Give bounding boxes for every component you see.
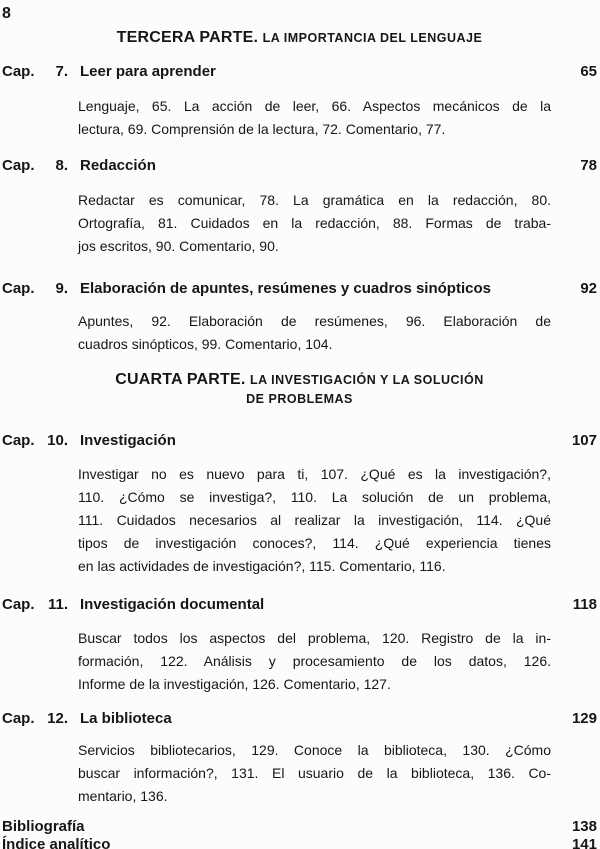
summary-line: Redactar es comunicar, 78. La gramática en la redacción, 80. — [78, 192, 551, 208]
chapter-page-number: 129 — [571, 710, 597, 727]
summary-line: Apuntes, 92. Elaboración de resúmenes, 96. Elaboración de — [78, 313, 551, 329]
summary-line: lectura, 69. Comprensión de la lectura, 72. Comentario, 77. — [78, 121, 446, 137]
summary-line: mentario, 136. — [78, 788, 168, 804]
part-title: TERCERA PARTE. — [116, 29, 259, 46]
chapter-summary-10 — [78, 463, 551, 578]
chapter-row-10 — [2, 432, 597, 449]
chapter-page-number: 92 — [580, 280, 597, 297]
backmatter-page-number: 138 — [571, 818, 597, 835]
part-subtitle: LA IMPORTANCIA DEL LENGUAJE — [262, 31, 483, 45]
chapter-number: 11. — [47, 596, 68, 613]
chapter-row-9 — [2, 280, 597, 297]
chapter-row-12 — [2, 710, 597, 727]
part-header-line — [2, 28, 597, 48]
backmatter-title: Bibliografía — [2, 818, 85, 835]
summary-line: formación, 122. Análisis y procesamiento de los datos, 126. — [78, 653, 551, 669]
chapter-summary-7 — [78, 95, 551, 141]
chapter-title: Redacción — [80, 157, 156, 174]
chapter-summary-9 — [78, 310, 551, 356]
backmatter-row-bibliografia — [2, 818, 597, 836]
summary-line: cuadros sinópticos, 99. Comentario, 104. — [78, 336, 333, 352]
chapter-page-number: 65 — [580, 63, 597, 80]
summary-line: Lenguaje, 65. La acción de leer, 66. Aspectos mecánicos de la — [78, 98, 551, 114]
summary-line: Ortografía, 81. Cuidados en la redacción, 88. Formas de traba- — [78, 215, 551, 231]
chapter-label: Cap. — [2, 157, 35, 174]
chapter-label: Cap. — [2, 710, 35, 727]
chapter-page-number: 78 — [580, 157, 597, 174]
chapter-label: Cap. — [2, 596, 35, 613]
chapter-title: Leer para aprender — [80, 63, 216, 80]
summary-line: buscar información?, 131. El usuario de la biblioteca, 136. Co- — [78, 765, 551, 781]
chapter-row-11 — [2, 596, 597, 613]
chapter-row-8 — [2, 157, 597, 174]
summary-line: Servicios bibliotecarios, 129. Conoce la biblioteca, 130. ¿Cómo — [78, 742, 551, 758]
chapter-number: 9. — [55, 280, 68, 297]
part-header-line — [2, 370, 597, 390]
part-subtitle: LA INVESTIGACIÓN Y LA SOLUCIÓN — [249, 373, 484, 387]
summary-line: Buscar todos los aspectos del problema, 120. Registro de la in- — [78, 630, 551, 646]
chapter-summary-8 — [78, 189, 551, 258]
part-header-tercera — [2, 28, 597, 48]
chapter-row-7 — [2, 63, 597, 80]
chapter-page-number: 118 — [572, 596, 597, 613]
summary-line: 110. ¿Cómo se investiga?, 110. La solución de un problema, — [78, 489, 551, 505]
part-header-cuarta — [2, 370, 597, 408]
summary-line: tipos de investigación conoces?, 114. ¿Qué experiencia tienes — [78, 535, 551, 551]
backmatter — [2, 818, 597, 849]
chapter-title: La biblioteca — [80, 710, 172, 727]
chapter-summary-12 — [78, 739, 551, 808]
chapter-number: 10. — [47, 432, 68, 449]
summary-line: Investigar no es nuevo para ti, 107. ¿Qué es la investigación?, — [78, 466, 551, 482]
summary-line: 111. Cuidados necesarios al realizar la investigación, 114. ¿Qué — [78, 512, 551, 528]
summary-line: Informe de la investigación, 126. Comentario, 127. — [78, 676, 391, 692]
chapter-title: Investigación documental — [80, 596, 265, 613]
page-number: 8 — [2, 5, 11, 22]
chapter-number: 12. — [47, 710, 68, 727]
part-title: CUARTA PARTE. — [115, 371, 246, 388]
chapter-summary-11 — [78, 627, 551, 696]
backmatter-row-indice — [2, 836, 597, 849]
chapter-number: 7. — [55, 63, 68, 80]
summary-line: jos escritos, 90. Comentario, 90. — [78, 238, 279, 254]
chapter-page-number: 107 — [571, 432, 597, 449]
chapter-title: Elaboración de apuntes, resúmenes y cuadros sinópticos — [80, 280, 491, 297]
summary-line: en las actividades de investigación?, 115. Comentario, 116. — [78, 558, 446, 574]
chapter-label: Cap. — [2, 63, 35, 80]
backmatter-title: Índice analítico — [2, 836, 111, 849]
chapter-title: Investigación — [80, 432, 176, 449]
part-subtitle-line2: DE PROBLEMAS — [246, 392, 353, 406]
chapter-label: Cap. — [2, 280, 35, 297]
chapter-number: 8. — [55, 157, 68, 174]
chapter-label: Cap. — [2, 432, 35, 449]
backmatter-page-number: 141 — [571, 836, 597, 849]
